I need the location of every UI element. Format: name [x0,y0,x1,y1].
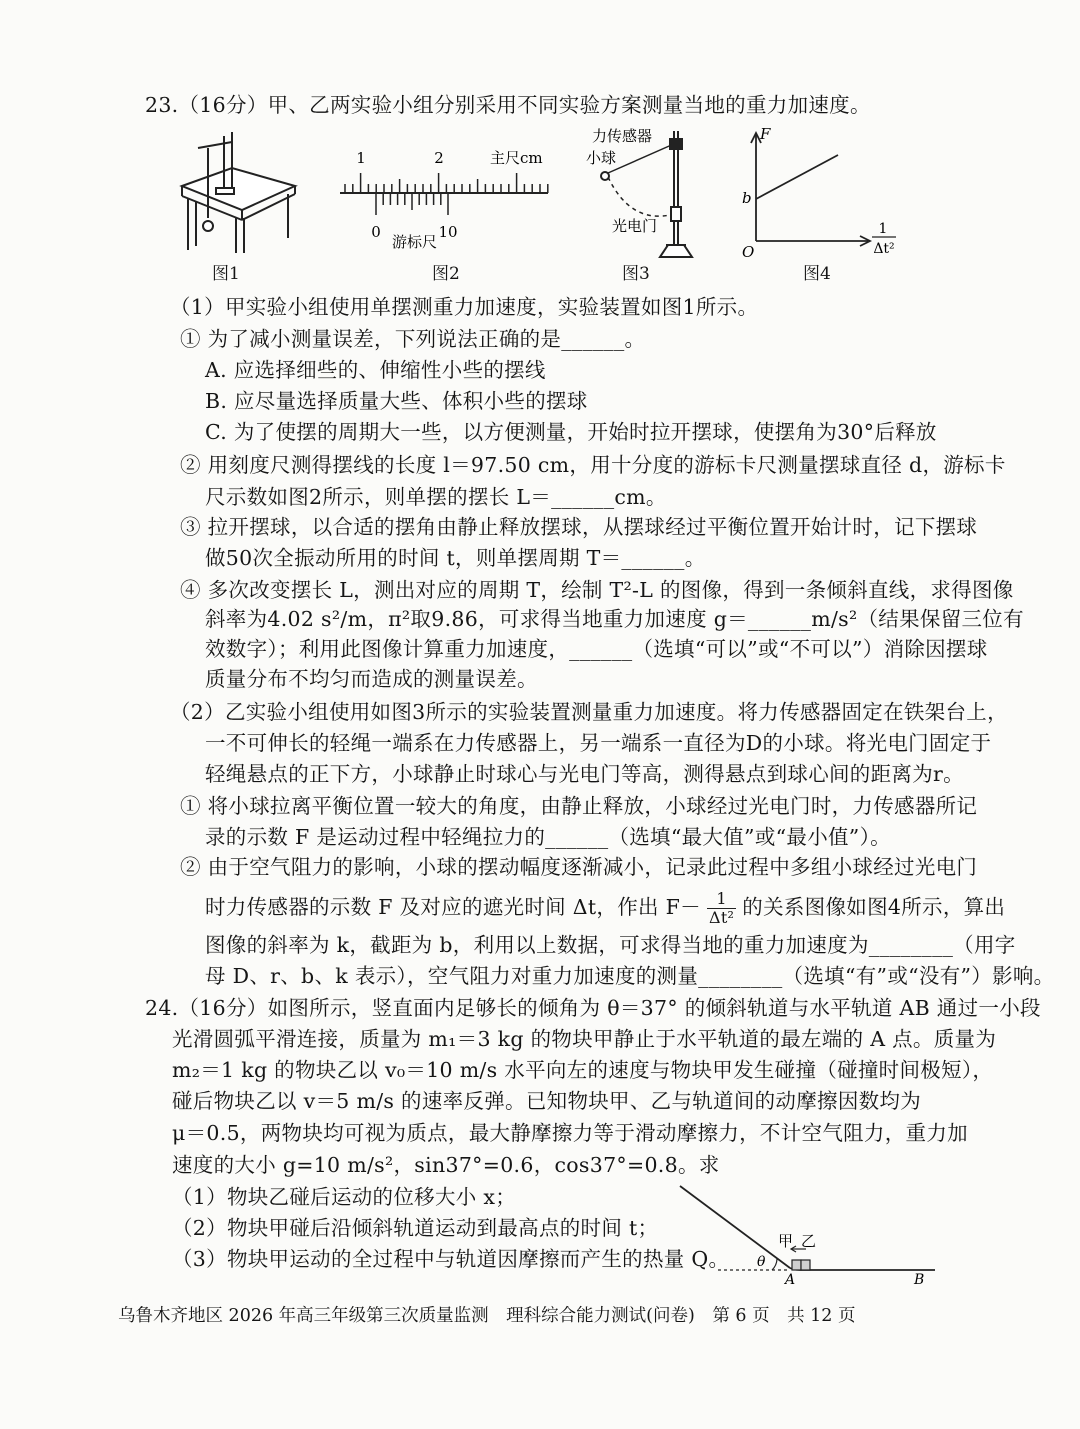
fig2-vernier-label: 游标尺 [392,233,438,251]
q23-title: 23.（16分）甲、乙两实验小组分别采用不同实验方案测量当地的重力加速度。 [145,93,871,117]
fig4-intercept-label: b [742,189,752,207]
fig4-x-denominator: Δt² [873,241,895,257]
fig4-line [756,155,838,199]
fig2-vernier-zero: 0 [371,223,381,241]
fig2-caption: 图2 [432,264,460,284]
fig3-gate-label: 光电门 [612,217,658,235]
fig4-origin-label: O [742,243,755,261]
q23-line: 录的示数 F 是运动过程中轻绳拉力的______（选填“最大值”或“最小值”）。 [205,825,891,849]
q23-option-c: C. 为了使摆的周期大一些，以方便测量，开始时拉开摆球，使摆角为30°后释放 [205,420,937,444]
fig2-tick-2: 2 [434,149,444,167]
q24-point-b: B [914,1272,925,1288]
fig2-tick-1: 1 [356,149,366,167]
q24-point-a: A [785,1272,796,1288]
q24-subquestion: （1）物块乙碰后运动的位移大小 x； [172,1185,517,1209]
fig4-x-numerator: 1 [878,221,888,237]
fig4-y-label: F [760,125,771,143]
page-footer: 乌鲁木齐地区 2026 年高三年级第三次质量监测 理科综合能力测试(问卷) 第 6 页 共 12 页 [118,1306,856,1326]
q24-line: m₂＝1 kg 的物块乙以 v₀＝10 m/s 水平向左的速度与物块甲发生碰撞（碰撞时间极短）， [172,1058,994,1082]
q24-subquestion: （3）物块甲运动的全过程中与轨道因摩擦而产生的热量 Q。 [172,1247,730,1271]
q24-theta-label: θ [757,1254,766,1270]
q23-line: ④ 多次改变摆长 L，测出对应的周期 T，绘制 T²-L 的图像，得到一条倾斜直线，求得图像 [180,578,1014,602]
q23-option-b: B. 应尽量选择质量大些、体积小些的摆球 [205,389,588,413]
fig4-caption: 图4 [803,264,831,284]
q23-line: 做50次全振动所用的时间 t，则单摆周期 T＝______。 [205,546,706,570]
q24-yi-label: 乙 [801,1232,817,1250]
fig3-sensor-label: 力传感器 [592,127,653,145]
q24-line: 24.（16分）如图所示，竖直面内足够长的倾角为 θ＝37° 的倾斜轨道与水平轨道 AB 通过一小段 [145,996,1041,1020]
q24-jia-label: 甲 [778,1232,794,1250]
fig2-vernier-ten: 10 [438,223,458,241]
block-jia [792,1260,801,1270]
q23-line: ② 用刻度尺测得摆线的长度 l＝97.50 cm，用十分度的游标卡尺测量摆球直径 d，游标卡 [180,453,1006,477]
q23-fraction-line [205,890,1005,927]
q23-line: 质量分布不均匀而造成的测量误差。 [205,667,538,691]
fig1-pendulum-apparatus [180,128,300,258]
q23-line: ① 为了减小测量误差，下列说法正确的是______。 [180,327,646,351]
q23-option-a: A. 应选择细些的、伸缩性小些的摆线 [205,358,546,382]
fig2-main-scale-label: 主尺cm [490,149,543,167]
fraction-numerator: 1 [707,890,736,909]
q24-line: 速度的大小 g=10 m/s²，sin37°=0.6，cos37°=0.8。求 [172,1153,720,1177]
q23-line: 效数字）；利用此图像计算重力加速度，______（选填“可以”或“不可以”）消除因摆球 [205,637,988,661]
q24-line: 碰后物块乙以 v＝5 m/s 的速率反弹。已知物块甲、乙与轨道间的动摩擦因数均为 [172,1089,922,1113]
fig2-vernier-caliper [330,145,560,255]
fig3-ball-label: 小球 [586,149,617,167]
fig4-f-graph [738,125,903,265]
q23-line: （1）甲实验小组使用单摆测重力加速度，实验装置如图1所示。 [170,295,759,319]
fraction-line-before: 时力传感器的示数 F 及对应的遮光时间 Δt，作出 F－ [205,895,701,919]
q24-subquestion: （2）物块甲碰后沿倾斜轨道运动到最高点的时间 t； [172,1216,659,1240]
q23-line: 斜率为4.02 s²/m，π²取9.86，可求得当地重力加速度 g＝______m/s²（结果保留三位有 [205,607,1024,631]
fraction-line-after: 的关系图像如图4所示，算出 [742,895,1006,919]
q23-line: ① 将小球拉离平衡位置一较大的角度，由静止释放，小球经过光电门时，力传感器所记 [180,794,978,818]
q23-line: 一不可伸长的轻绳一端系在力传感器上，另一端系一直径为D的小球。将光电门固定于 [205,731,992,755]
fig3-force-sensor-apparatus [582,125,732,263]
q23-line: ② 由于空气阻力的影响，小球的摆动幅度逐渐减小，记录此过程中多组小球经过光电门 [180,855,978,879]
fig3-caption: 图3 [622,264,650,284]
q23-line: 轻绳悬点的正下方，小球静止时球心与光电门等高，测得悬点到球心间的距离为r。 [205,762,964,786]
fraction-denominator: Δt² [708,908,735,927]
q24-line: μ＝0.5，两物块均可视为质点，最大静摩擦力等于滑动摩擦力，不计空气阻力，重力加 [172,1121,968,1145]
fig1-caption: 图1 [212,264,240,284]
q24-line: 光滑圆弧平滑连接，质量为 m₁＝3 kg 的物块甲静止于水平轨道的最左端的 A 点。质量为 [172,1027,997,1051]
q23-line: ③ 拉开摆球，以合适的摆角由静止释放摆球，从摆球经过平衡位置开始计时，记下摆球 [180,515,978,539]
q23-line: 母 D、r、b、k 表示），空气阻力对重力加速度的测量________（选填“有”或“没有”）影响。 [205,964,1055,988]
block-yi [801,1260,810,1270]
q24-track-diagram [680,1182,940,1287]
q23-line: 图像的斜率为 k，截距为 b，利用以上数据，可求得当地的重力加速度为________（用字 [205,933,1016,957]
q23-line: （2）乙实验小组使用如图3所示的实验装置测量重力加速度。将力传感器固定在铁架台上， [170,700,1008,724]
q23-line: 尺示数如图2所示，则单摆的摆长 L＝______cm。 [205,485,667,509]
fraction [707,890,736,927]
